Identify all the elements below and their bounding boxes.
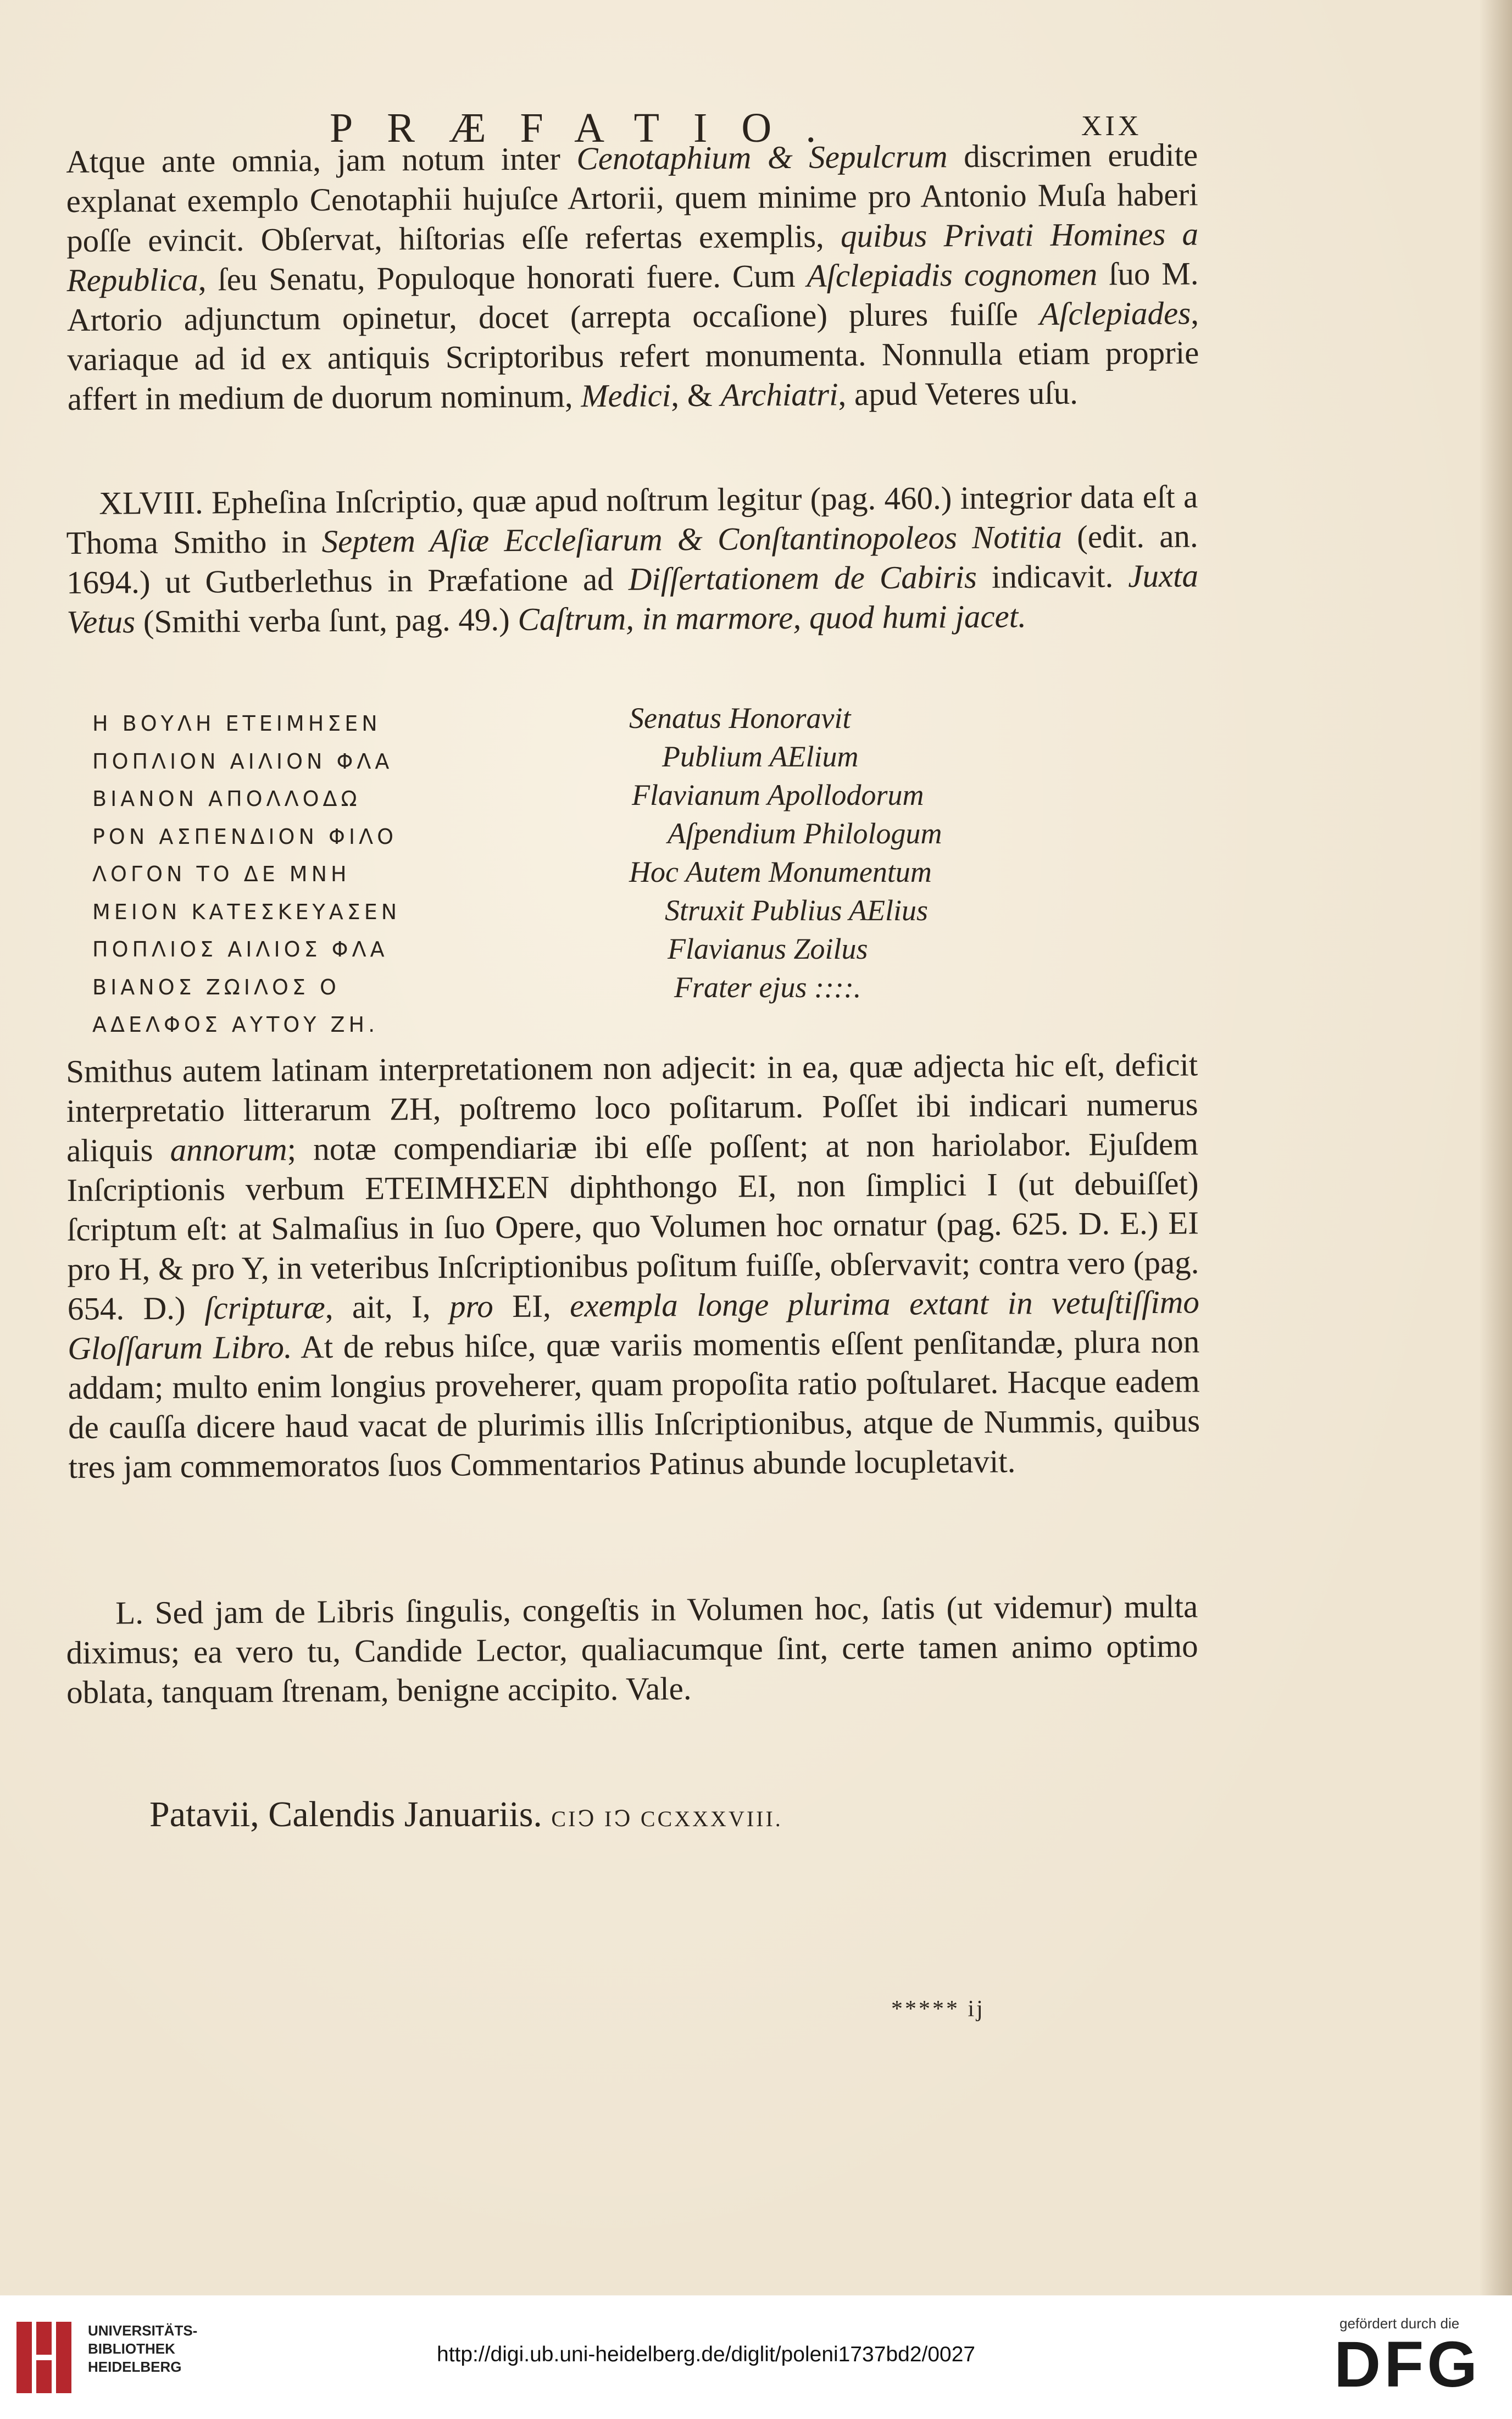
page-number: XIX: [1081, 110, 1142, 142]
paragraph-1: [66, 135, 1199, 419]
italic-run: quibus Privati Homines a Republica: [66, 215, 1199, 298]
library-emblem-icon: [16, 2322, 82, 2393]
greek-line: Η ΒΟΥΛΗ ΕΤΕΙΜΗΣΕΝ: [92, 711, 381, 736]
latin-line: Flavianus Zoilus: [668, 932, 868, 965]
greek-line: ΠΟΠΛΙΟΝ ΑΙΛΙΟΝ ΦΛΑ: [92, 749, 393, 774]
italic-run: Aſclepiadis cognomen: [807, 255, 1098, 294]
italic-run: Aſclepiades: [1039, 294, 1191, 332]
italic-run: pro: [449, 1288, 493, 1325]
italic-run: exempla longe plurima extant in vetuſtiſſimo Gloſſarum Libro.: [68, 1283, 1200, 1366]
paragraph-4: L. Sed jam de Libris ſingulis, congeſtis in Volumen hoc, ſatis (ut videmur) multa diximus; ea vero tu, Candide Lector, qualiacumque ſint, certe tamen animo optimo oblata, tanquam ſtrenam, benigne accipito. Vale.: [66, 1588, 1198, 1710]
permalink-url[interactable]: http://digi.ub.uni-heidelberg.de/diglit/poleni1737bd2/0027: [437, 2343, 976, 2366]
text-run: indicavit.: [976, 558, 1129, 595]
dateline: [149, 1794, 783, 1836]
greek-line: ΡΟΝ ΑΣΠΕΝΔΙΟΝ ΦΙΛΟ: [92, 824, 397, 849]
italic-run: Medici: [581, 377, 671, 414]
latin-translation: [629, 699, 942, 1006]
library-name-line: UNIVERSITÄTS-: [88, 2322, 198, 2339]
text-run: At de rebus hiſce, quæ variis momentis eſſent penſitandæ, plura non addam; multo enim longius proveherer, quam propoſita ratio poſtularet. Hacque eadem de cauſſa dicere haud vacat de plurimis illis Inſcriptionibus, atque de Nummis, quibus tres jam commemoratos ſuos Commentarios Patinus abunde locupletavit.: [68, 1323, 1200, 1485]
paragraph-2: [66, 476, 1199, 642]
dfg-wordmark: DFG: [1334, 2328, 1481, 2401]
latin-line: Senatus Honoravit: [629, 702, 851, 735]
text-run: , ait, I,: [325, 1288, 450, 1326]
greek-line: ΒΙΑΝΟΝ ΑΠΟΛΛΟΔΩ: [92, 787, 361, 811]
text-run: ſuo M. Artorio adjunctum opinetur, docet (arrepta occaſione) plures fuiſſe: [66, 255, 1199, 338]
text-run: Atque ante omnia, jam notum inter: [66, 140, 577, 180]
dfg-logo[interactable]: [1308, 2315, 1494, 2409]
text-run: , variaque ad id ex antiquis Scriptoribus refert monumenta. Nonnulla etiam proprie affert in medium de duorum nominum,: [67, 294, 1199, 417]
dfg-note: gefördert durch die: [1339, 2315, 1460, 2332]
greek-line: ΠΟΠΛΙΟΣ ΑΙΛΙΟΣ ΦΛΑ: [92, 937, 388, 961]
digitization-footer: [0, 2295, 1512, 2419]
dateline-place: Patavii, Calendis Januariis.: [149, 1794, 552, 1834]
text-run: ; notæ compendiariæ ibi eſſe poſſent; at non hariolabor. Ejuſdem Inſcriptionis verbum ΕΤΕΙΜΗΣΕΝ diphthongo EI, non ſimplici I (ut debuiſſet) ſcriptum eſt: at Salmaſius in ſuo Opere, quo Volumen hoc ornatur (pag. 625. D. E.) EI pro H, & pro Y, in veteribus Inſcriptionibus poſitum fuiſſe, obſervavit; contra vero (pag. 654. D.): [66, 1125, 1199, 1327]
text-run: EI,: [493, 1287, 570, 1325]
library-logo[interactable]: [16, 2317, 198, 2400]
text-run: , ſeu Senatu, Populoque honorati fuere. Cum: [198, 257, 807, 298]
text-run: , apud Veteres uſu.: [838, 374, 1079, 413]
latin-line: Flavianum Apollodorum: [632, 778, 924, 811]
italic-run: Caſtrum, in marmore, quod humi jacet.: [518, 598, 1027, 637]
library-name: [88, 2322, 197, 2376]
latin-line: Frater ejus ::::.: [674, 971, 861, 1004]
italic-run: Septem Aſiæ Eccleſiarum & Conſtantinopoleos Notitia: [321, 518, 1063, 560]
greek-line: ΜΕΙΟΝ ΚΑΤΕΣΚΕΥΑΣΕΝ: [92, 899, 401, 924]
text-run: Smithus autem latinam interpretationem non adjecit: in ea, quæ adjecta hic eſt, deficit interpretatio litterarum ZH, poſtremo loco poſitarum. Poſſet ibi indicari numerus aliquis: [66, 1046, 1198, 1169]
text-run: , &: [671, 376, 721, 414]
text-run: discrimen erudite explanat exemplo Cenotaphii hujuſce Artorii, quem minime pro Antonio Muſa haberi poſſe evincit. Obſervat, hiſtorias eſſe refertas exemplis,: [66, 136, 1198, 259]
greek-line: ΛΟΓΟΝ ΤΟ ΔΕ ΜΝΗ: [92, 862, 351, 886]
greek-line: ΒΙΑΝΟΣ ΖΩΙΛΟΣ Ο: [92, 975, 340, 999]
italic-run: Cenotaphium & Sepulcrum: [576, 138, 948, 177]
text-run: (edit. an. 1694.) ut Gutberlethus in Præfatione ad: [66, 518, 1198, 600]
text-run: XLVIII. Epheſina Inſcriptio, quæ apud noſtrum legitur (pag. 460.) integrior data eſt a Thoma Smitho in: [66, 478, 1198, 561]
italic-run: ſcripturæ: [204, 1289, 325, 1326]
library-name-line: HEIDELBERG: [88, 2359, 182, 2375]
italic-run: annorum: [170, 1131, 287, 1168]
latin-line: Struxit Publius AElius: [665, 894, 929, 927]
greek-inscription: [92, 705, 401, 1044]
latin-line: Hoc Autem Monumentum: [629, 855, 932, 888]
italic-run: Diſſertationem de Cabiris: [628, 558, 977, 597]
library-name-line: BIBLIOTHEK: [88, 2340, 175, 2357]
text-run: (Smithi verba ſunt, pag. 49.): [135, 600, 518, 640]
latin-line: Aſpendium Philologum: [668, 817, 942, 850]
italic-run: Juxta Vetus: [66, 557, 1199, 640]
page-header-title: PRÆFATIO.: [330, 105, 850, 151]
page-edge-shadow: [1479, 0, 1512, 2295]
signature-mark: ***** ij: [891, 1997, 985, 2022]
dateline-year: CIↃ IↃ CCXXXVIII.: [551, 1806, 783, 1831]
latin-line: Publium AElium: [662, 740, 859, 773]
italic-run: Archiatri: [720, 376, 838, 413]
paragraph-3: [66, 1044, 1200, 1487]
greek-line: ΑΔΕΛΦΟΣ ΑΥΤΟΥ ΖΗ.: [92, 1013, 379, 1037]
